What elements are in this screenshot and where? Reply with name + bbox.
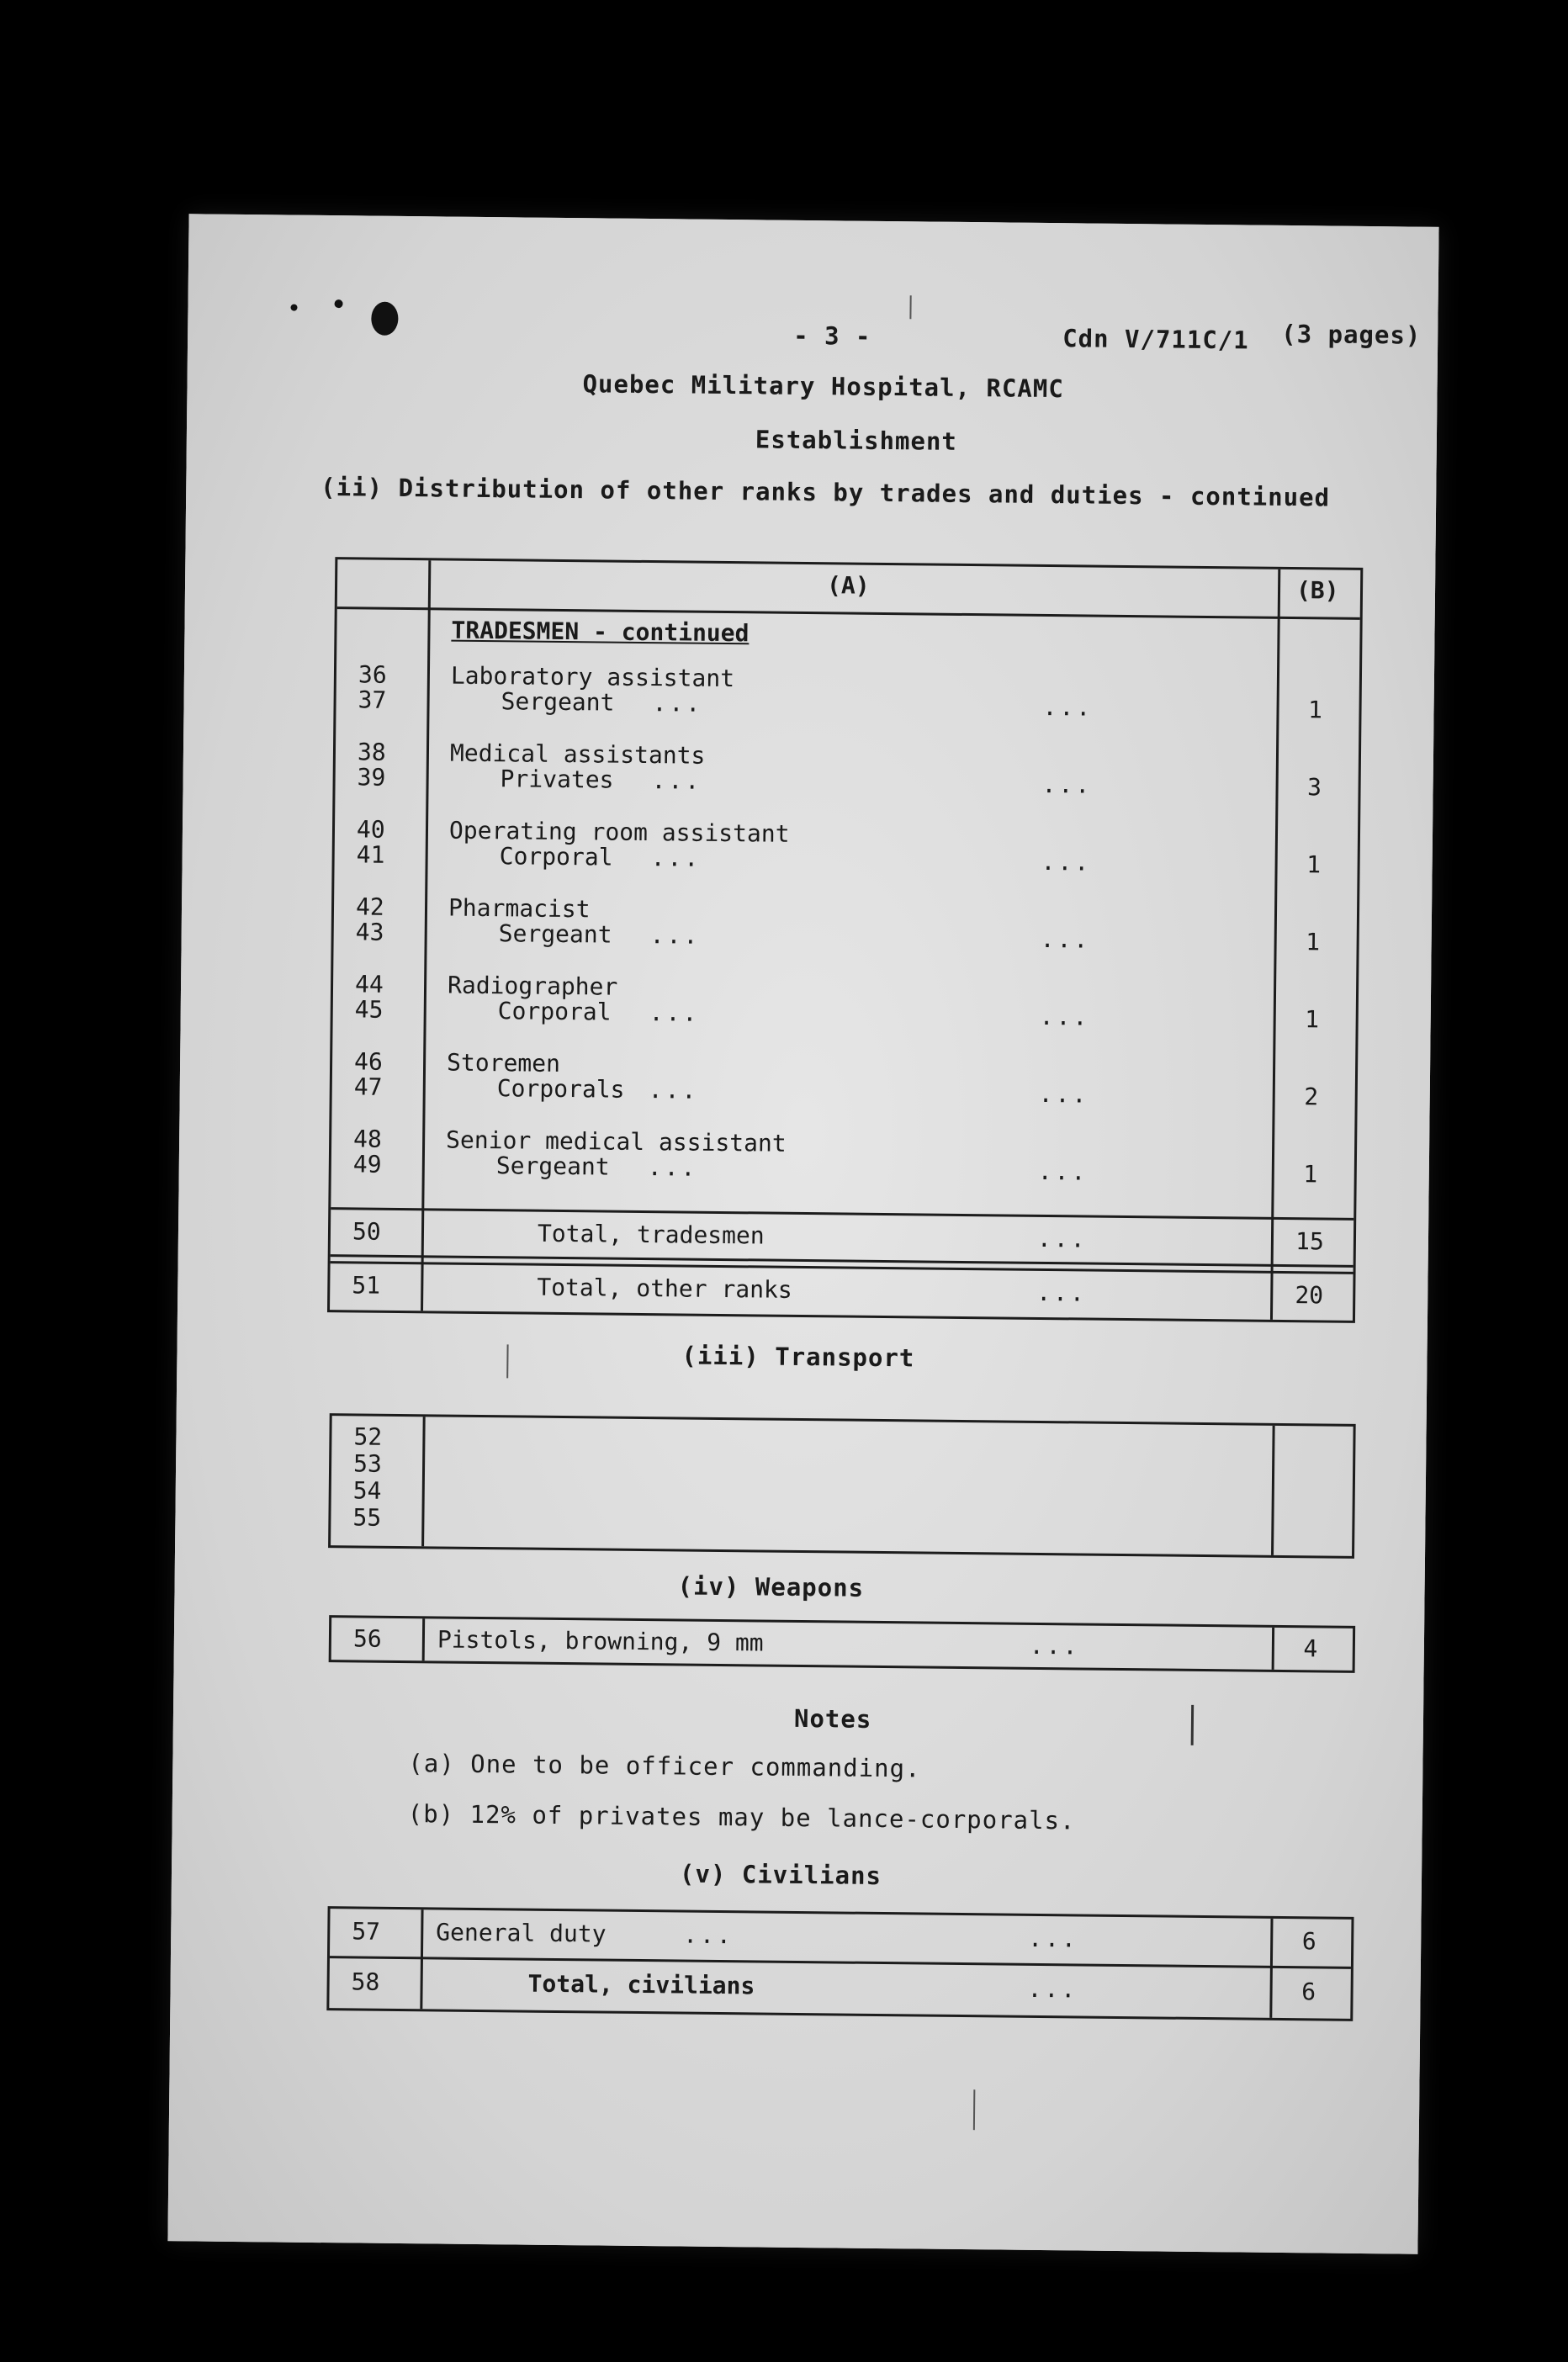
page-number: - 3 -	[793, 320, 871, 351]
ink-speck	[290, 305, 297, 311]
line-number: 39	[357, 763, 386, 792]
document-reference: Cdn V/711C/1	[1062, 324, 1249, 355]
leader-dots: ...	[1038, 1079, 1089, 1109]
trade-name: Senior medical assistant	[445, 1125, 787, 1157]
total-other-ranks-value: 20	[1295, 1281, 1324, 1310]
line-number: 46	[353, 1047, 384, 1076]
total-civilians-label: Total, civilians	[527, 1969, 755, 2000]
rank-name: Corporal	[499, 842, 613, 871]
line-number: 56	[352, 1624, 382, 1653]
line-number: 47	[353, 1072, 383, 1101]
leader-dots: ...	[1041, 770, 1093, 799]
leader-dots: ...	[1042, 692, 1094, 722]
establishment-value: 1	[1306, 928, 1321, 956]
line-number: 38	[357, 738, 386, 766]
leader-dots: ...	[652, 689, 703, 718]
leader-dots: ...	[1029, 1631, 1080, 1660]
section-ii-heading: (ii) Distribution of other ranks by trades and duties - continued	[320, 472, 1331, 512]
line-number: 43	[355, 918, 384, 946]
column-a-header: (A)	[826, 571, 870, 600]
leader-dots: ...	[1039, 1002, 1090, 1031]
rank-name: Corporal	[497, 997, 612, 1026]
scan-mark	[909, 295, 911, 319]
trade-name: Pharmacist	[448, 893, 591, 924]
leader-dots: ...	[1036, 1224, 1088, 1253]
total-other-ranks-label: Total, other ranks	[537, 1273, 792, 1304]
line-number: 51	[352, 1271, 381, 1300]
section-iv-heading: (iv) Weapons	[677, 1571, 865, 1602]
trade-name: Radiographer	[447, 971, 618, 1001]
line-number: 49	[352, 1150, 382, 1178]
document-page	[167, 214, 1438, 2253]
leader-dots: ...	[649, 998, 700, 1027]
civilian-value: 6	[1301, 1927, 1316, 1956]
total-tradesmen-value: 15	[1295, 1227, 1324, 1256]
leader-dots: ...	[647, 1153, 698, 1182]
leader-dots: ...	[1027, 1974, 1078, 2004]
leader-dots: ...	[649, 921, 701, 950]
establishment-value: 1	[1303, 1160, 1318, 1189]
document-title: Quebec Military Hospital, RCAMC	[582, 369, 1064, 404]
line-number: 58	[351, 1967, 380, 1996]
trades-table	[327, 557, 1363, 1323]
document-subtitle: Establishment	[755, 425, 958, 456]
rank-name: Sergeant	[501, 687, 615, 717]
tradesmen-subheading: TRADESMEN - continued	[451, 616, 750, 648]
transport-table	[328, 1413, 1356, 1559]
leader-dots: ...	[683, 1920, 734, 1950]
establishment-value: 3	[1306, 773, 1322, 802]
civilians-table	[326, 1906, 1353, 2021]
section-v-heading: (v) Civilians	[679, 1859, 882, 1891]
establishment-value: 1	[1305, 1005, 1320, 1034]
column-b-header: (B)	[1295, 576, 1339, 605]
leader-dots: ...	[1040, 924, 1091, 954]
line-number: 45	[354, 995, 384, 1024]
leader-dots: ...	[1028, 1924, 1078, 1953]
line-number: 53	[352, 1449, 383, 1478]
line-number: 54	[352, 1476, 382, 1505]
trade-name: Storemen	[446, 1048, 561, 1078]
weapons-table	[329, 1615, 1356, 1673]
ink-speck	[334, 299, 342, 308]
section-iii-heading: (iii) Transport	[681, 1341, 915, 1373]
line-number: 50	[352, 1217, 381, 1246]
notes-heading: Notes	[793, 1703, 872, 1734]
leader-dots: ...	[648, 1076, 699, 1104]
scan-mark	[506, 1344, 508, 1378]
pages-note: (3 pages)	[1281, 319, 1422, 350]
scan-mark	[1191, 1705, 1195, 1745]
line-number: 36	[358, 660, 387, 689]
line-number: 42	[355, 892, 384, 921]
leader-dots: ...	[1041, 847, 1092, 876]
leader-dots: ...	[651, 766, 702, 795]
line-number: 55	[352, 1503, 382, 1532]
weapon-value: 4	[1303, 1634, 1318, 1663]
leader-dots: ...	[1036, 1278, 1088, 1307]
rank-name: Sergeant	[498, 919, 612, 949]
civilian-label: General duty	[436, 1918, 607, 1948]
establishment-value: 1	[1306, 850, 1322, 879]
trade-name: Operating room assistant	[448, 816, 790, 848]
line-number: 44	[354, 970, 384, 998]
weapon-label: Pistols, browning, 9 mm	[437, 1625, 764, 1657]
note-b: (b) 12% of privates may be lance-corporals.	[407, 1799, 1076, 1835]
line-number: 52	[353, 1422, 383, 1451]
line-number: 41	[356, 840, 385, 869]
line-number: 37	[358, 686, 387, 714]
total-tradesmen-label: Total, tradesmen	[537, 1219, 765, 1250]
leader-dots: ...	[650, 844, 702, 872]
line-number: 40	[356, 815, 385, 844]
leader-dots: ...	[1037, 1157, 1089, 1186]
line-number: 57	[352, 1917, 381, 1946]
note-a: (a) One to be officer commanding.	[408, 1749, 921, 1783]
rank-name: Sergeant	[495, 1152, 610, 1181]
rank-name: Corporals	[496, 1074, 625, 1104]
total-civilians-value: 6	[1300, 1978, 1316, 2006]
trade-name: Laboratory assistant	[450, 661, 735, 693]
line-number: 48	[352, 1125, 383, 1153]
establishment-value: 1	[1307, 696, 1323, 724]
ink-blot	[371, 302, 398, 336]
establishment-value: 2	[1304, 1083, 1319, 1111]
rank-name: Privates	[500, 765, 614, 794]
scan-mark	[973, 2089, 976, 2130]
trade-name: Medical assistants	[449, 739, 706, 770]
